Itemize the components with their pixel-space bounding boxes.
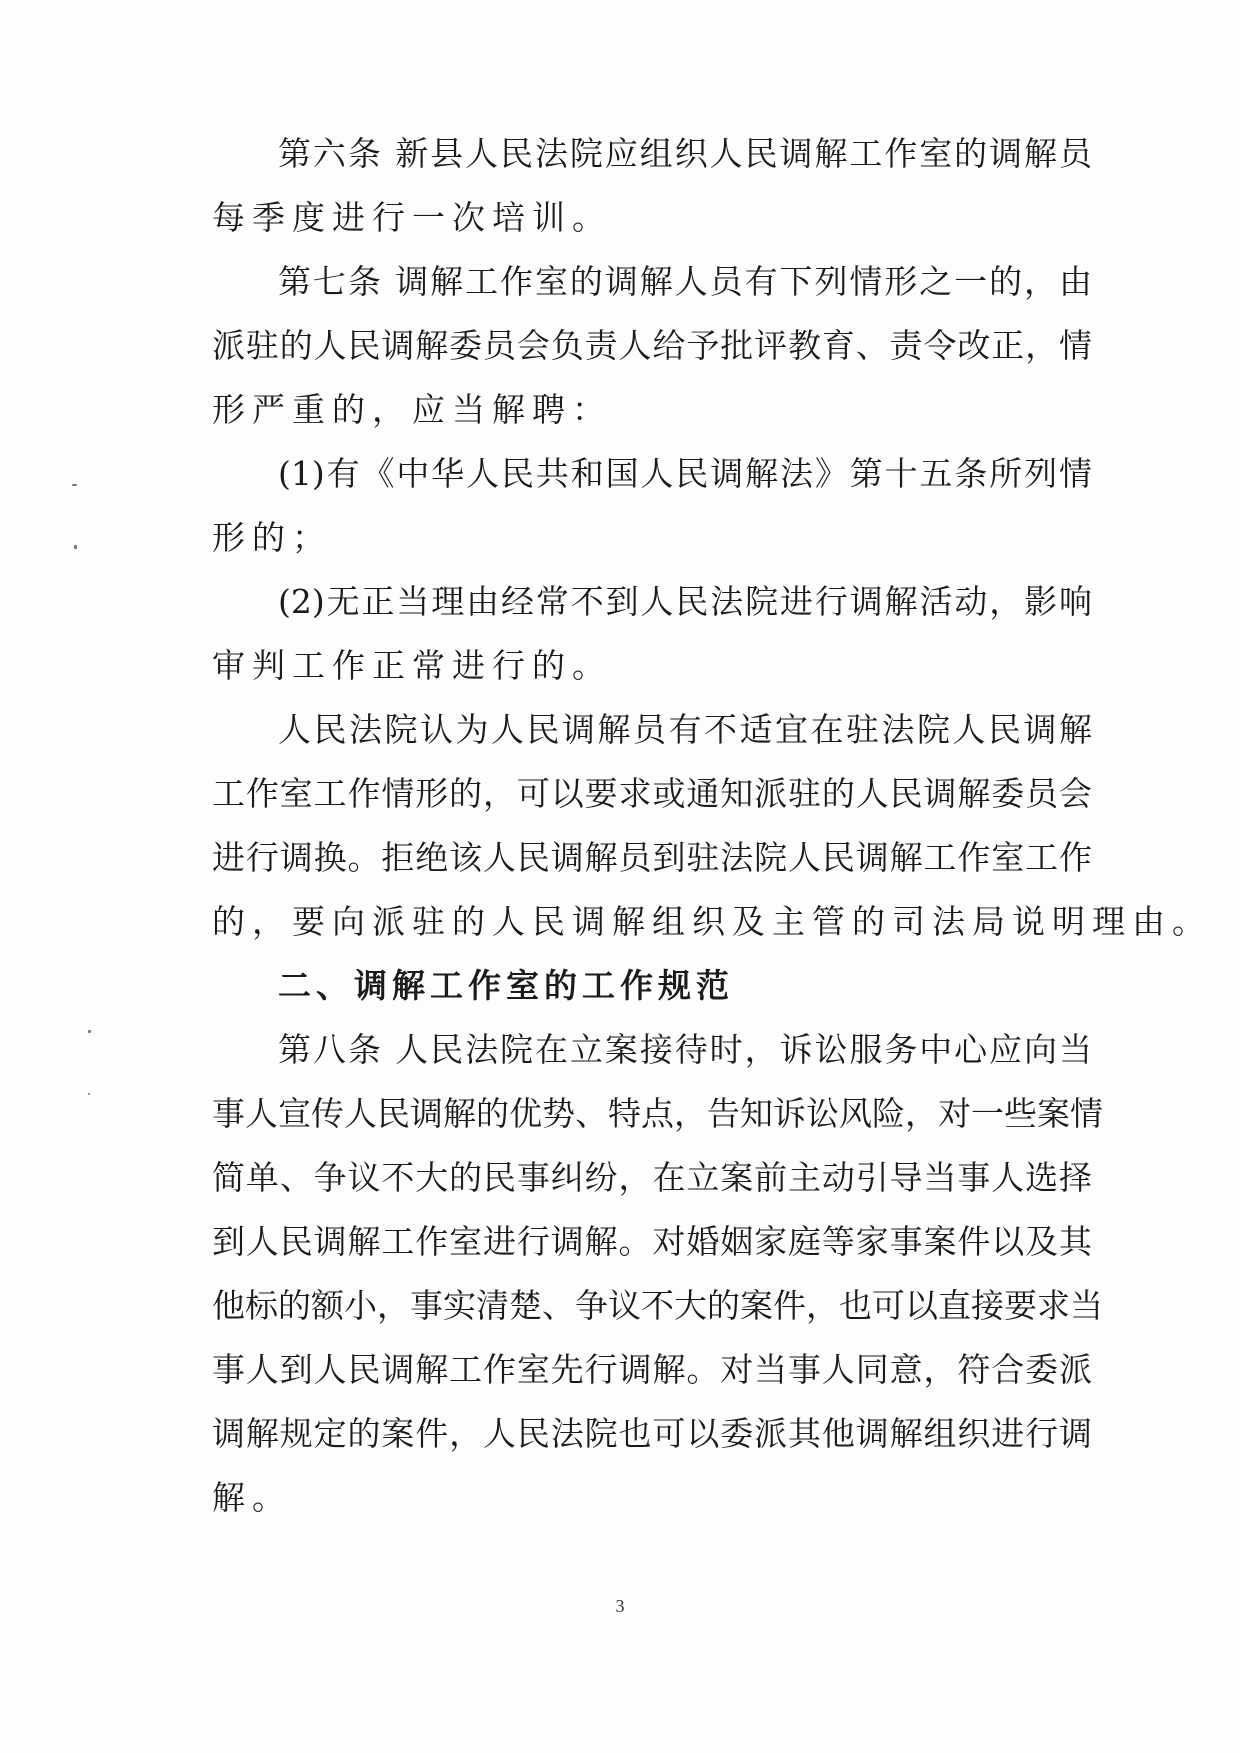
text-line: 第八条 人民法院在立案接待时，诉讼服务中心应向当 [278, 1030, 1092, 1069]
text-line: 第六条 新县人民法院应组织人民调解工作室的调解员 [278, 134, 1092, 173]
text-line: 工作室工作情形的，可以要求或通知派驻的人民调解委员会 [212, 774, 1092, 813]
scan-speck [88, 1093, 90, 1095]
text-line: 解。 [212, 1478, 292, 1517]
document-body [212, 122, 1212, 1530]
text-line: 调解规定的案件，人民法院也可以委派其他调解组织进行调 [212, 1414, 1092, 1453]
text-line: 第七条 调解工作室的调解人员有下列情形之一的，由 [278, 262, 1092, 301]
page-number: 3 [615, 1596, 625, 1616]
text-line: 简单、争议不大的民事纠纷，在立案前主动引导当事人选择 [212, 1158, 1092, 1197]
text-line: 人民法院认为人民调解员有不适宜在驻法院人民调解 [278, 710, 1092, 749]
text-line: 事人到人民调解工作室先行调解。对当事人同意，符合委派 [212, 1350, 1092, 1389]
text-line: 事人宣传人民调解的优势、特点，告知诉讼风险，对一些案情 [212, 1094, 1103, 1133]
text-line: 形的； [212, 518, 332, 557]
section-heading: 二、调解工作室的工作规范 [278, 966, 734, 1005]
text-line: 他标的额小，事实清楚、争议不大的案件，也可以直接要求当 [212, 1286, 1103, 1325]
scan-speck [88, 1030, 91, 1033]
text-line: 派驻的人民调解委员会负责人给予批评教育、责令改正，情 [212, 326, 1092, 365]
scan-speck [72, 484, 77, 486]
text-line: 进行调换。拒绝该人民调解员到驻法院人民调解工作室工作 [212, 838, 1092, 877]
text-line: 每季度进行一次培训。 [212, 198, 612, 237]
text-line: (1)有《中华人民共和国人民调解法》第十五条所列情 [278, 454, 1092, 493]
scan-speck [74, 545, 77, 549]
text-line: 到人民调解工作室进行调解。对婚姻家庭等家事案件以及其 [212, 1222, 1092, 1261]
text-line: 形严重的，应当解聘： [212, 390, 612, 429]
text-line: 审判工作正常进行的。 [212, 646, 612, 685]
text-line: (2)无正当理由经常不到人民法院进行调解活动，影响 [278, 582, 1092, 621]
text-line: 的，要向派驻的人民调解组织及主管的司法局说明理由。 [212, 902, 1212, 941]
